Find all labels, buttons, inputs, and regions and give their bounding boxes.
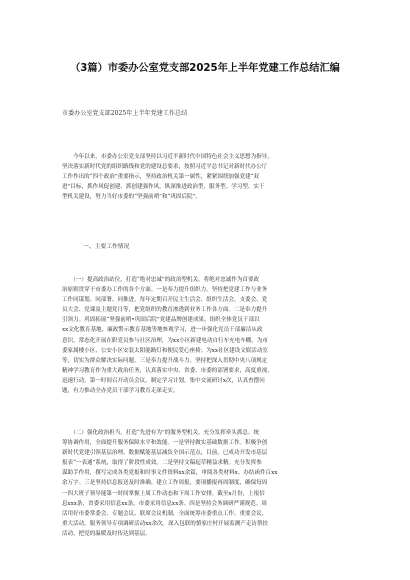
paragraph-line: 意识，常态化开展在职党员参与社区治理，为xx小区新建电动自行车充电车棚，为市	[62, 337, 268, 344]
paragraph-line: 工作作出的“四个政治”重要指示，坚持政治机关第一属性，紧紧围绕加强党建“双	[62, 174, 260, 181]
section-heading: 一、主要工作情况	[83, 244, 130, 250]
document-subtitle: 市委办公室党支部2025年上半年党建工作总结	[62, 110, 188, 117]
paragraph-line: 谋助手作用，撰写完成各类党报和时事文件资料xx余篇，审阅各类材料x。办结函件百xx	[62, 470, 278, 477]
paragraph-line: 等，切实为群众解决实际问题。三是奉力提升战斗力。坚持把深入贯彻中央八项规定	[62, 357, 268, 364]
intro-paragraph	[62, 152, 348, 202]
paragraph-line: xx文化教育基地、廉政警示教育基地等地参观学习，进一步强化党员干部廉洁从政	[62, 327, 263, 334]
body-paragraph-2	[62, 428, 348, 539]
document-title: （3篇）市委办公室党支部2025年上半年党建工作总结汇编	[70, 63, 340, 74]
paragraph-line: 型机关建设，努力当好市委的“坚强前哨”和“巩固后院”。	[62, 194, 201, 201]
paragraph-line: 委家属楼小区、公安小区安装太阳能路灯和便民爱心座椅；为xx社区建设文娱活动室	[62, 347, 268, 354]
paragraph-line: 工作同谋划、同部署、同推进，每年定期召开民主生活会、组织生活会，支委会、党	[62, 297, 268, 304]
paragraph-line: 进”目标，抓作风促创建、抓创建强作风，纵深推进政治型、服务型、学习型、实干	[62, 184, 265, 191]
paragraph-line: 治原则贯穿于市委办工作的各个方面。一是奉力提升组织力。坚持把党建工作与业务	[62, 287, 268, 294]
paragraph-line: 坚决落实新时代党的组织路线和党的建设总要求，按照习近平总书记对新时代办公厅	[62, 164, 268, 171]
paragraph-line: 今年以来，市委办公室党支部坚持以习近平新时代中国特色社会主义思想为指导，	[62, 154, 273, 160]
paragraph-line: 新时代党建引领基层治理、数据赋能基层减负全国示范点，目前，已成功开发市基层	[62, 450, 268, 457]
paragraph-line: 重大活动，服务领导专项调研活动xx余次。深入包联的慎家庄村开展监测产走访帮扶	[62, 520, 268, 527]
paragraph-line: （二）强化政治担当，打造“先进有为”的服务型机关。充分发挥牵头抓总、统	[62, 430, 260, 436]
paragraph-line: 引领力。巩固拓展“坚强前哨•巩固后院”党建品牌创建成果，组织全体党员干部以	[62, 317, 260, 324]
body-paragraph-1	[62, 275, 348, 396]
paragraph-line: 筹协调作用，全面提升服务保障水平和效能。一是坚持做实基础数据工作。积极争创	[62, 440, 268, 447]
paragraph-line: 息xxx条，省委采用信息xx条，市委采用信息xx条。四是坚持会务调研严谨规范。周	[62, 500, 267, 507]
paragraph-line: 报表“一表通”系统，取得了阶段性成效。二是坚持文稿起草精益求精。充分发挥参	[62, 460, 262, 467]
paragraph-line: （一）提高政治站位，打造“绝对忠诚”的政治型机关。将绝对忠诚作为首要政	[62, 277, 260, 283]
paragraph-line: 活动，把党的温暖及时传达到基层。	[62, 530, 151, 537]
paragraph-line: 迅速行动，第一时间召开动员会议，制定学习计划，集中交流研讨x次，认真查摆问	[62, 377, 265, 384]
paragraph-line: 余万字。三是坚持信息报送及时准确。建立工作周报，要项播报再周制度，确保每周	[62, 480, 268, 487]
paragraph-line: 一四大班子领导能第一时间掌握上周工作动态和下周工作安排。截至x月份，上报信	[62, 490, 265, 497]
paragraph-line: 活用好市委常委会、专题会议、联席会议机制，全面统筹市委重点工作、重要会议、	[62, 510, 268, 517]
paragraph-line: 精神学习教育作为重大政治任务，认真落实中央、省委、市委的部署要求，高度重视、	[62, 367, 273, 374]
paragraph-line: 题，有力推动全办党员干部学习教育走深走实。	[62, 388, 179, 395]
paragraph-line: 员大会、党课及主题党日等，把党组织的教育渗透到业务工作各方面。二是奉力提升	[62, 307, 268, 314]
